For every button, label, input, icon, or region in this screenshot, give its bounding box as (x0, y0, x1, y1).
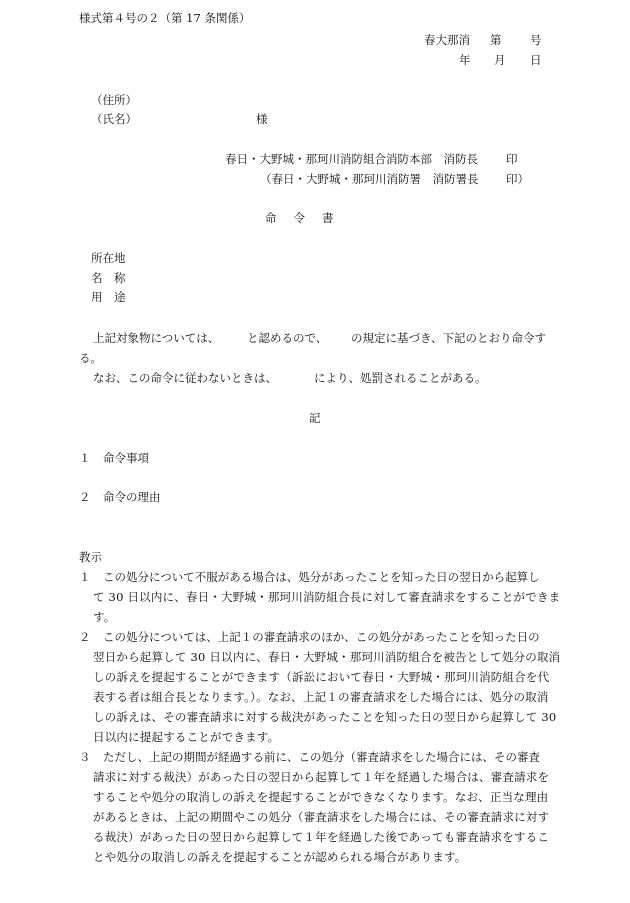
target-location-label: 所在地 (91, 251, 126, 265)
form-id: 様式第４号の２（第 17 条関係） (79, 11, 251, 25)
kyoji-line: しの訴えを提起することができます（訴訟において春日・大野城・那珂川消防組合を代 (93, 670, 550, 684)
target-name-label: 名 称 (91, 271, 126, 285)
kyoji-line: ただし、上記の期間が経過する前に、この処分（審査請求をした場合には、その審査 (103, 750, 540, 764)
body-p1-c: の規定に基づき、下記のとおり命令す (351, 331, 547, 345)
kyoji-line: 請求に対する裁決）があった日の翌日から起算して１年を経過した場合は、審査請求を (93, 770, 550, 784)
item-number: １ (79, 451, 91, 465)
ki-heading: 記 (309, 411, 321, 425)
body-p1-b: と認めるので、 (247, 331, 328, 345)
kyoji-line: す。 (93, 610, 116, 624)
body-p1-d: る。 (79, 351, 102, 365)
body-p2-b: により、処罰されることがある。 (314, 371, 487, 385)
address-label: （住所） (91, 93, 137, 107)
kyoji-line: とや処分の取消しの訴えを提起することが認められる場合があります。 (93, 850, 467, 864)
kyoji-number: ３ (79, 750, 91, 764)
kyoji-line: る裁決）があった日の翌日から起算して１年を経過した後であっても審査請求をするこ (93, 830, 550, 844)
doc-number-go: 号 (530, 33, 542, 47)
kyoji-heading: 教示 (79, 550, 102, 564)
body-p2-a: なお、この命令に従わないときは、 (93, 371, 277, 385)
kyoji-line: この処分について不服がある場合は、処分があったことを知った日の翌日から起算し (103, 570, 540, 584)
issuer-station-chief: （春日・大野城・那珂川消防署 消防署長 (260, 172, 479, 186)
kyoji-line: しの訴えは、その審査請求に対する裁決があったことを知った日の翌日から起算して 30 (93, 710, 557, 724)
target-use-label: 用 途 (91, 290, 126, 304)
kyoji-line: 翌日から起算して 30 日以内に、春日・大野城・那珂川消防組合を被告として処分の取消 (93, 650, 561, 664)
kyoji-line: 日以内に提起することができます。 (93, 730, 280, 744)
honorific: 様 (256, 112, 268, 126)
kyoji-number: ２ (79, 630, 91, 644)
kyoji-line: て 30 日以内に、春日・大野城・那珂川消防組合長に対して審査請求をすることができま (93, 590, 561, 604)
item-label: 命令事項 (103, 451, 149, 465)
kyoji-line: 表する者は組合長となります。）。なお、上記１の審査請求をした場合には、処分の取消 (93, 690, 549, 704)
document-title: 命令書 (265, 211, 351, 225)
kyoji-number: １ (79, 570, 91, 584)
doc-number-prefix: 春大那消 (424, 33, 470, 47)
date-day: 日 (530, 53, 542, 67)
doc-number-dai: 第 (490, 33, 502, 47)
kyoji-line: この処分については、上記１の審査請求のほか、この処分があったことを知った日の (103, 630, 540, 644)
seal-mark-paren: 印） (506, 172, 529, 186)
item-label: 命令の理由 (103, 490, 161, 504)
name-label: （氏名） (91, 112, 137, 126)
kyoji-line: することや処分の取消しの訴えを提起することができなくなります。なお、正当な理由 (93, 790, 549, 804)
date-month: 月 (494, 53, 506, 67)
date-year: 年 (459, 53, 471, 67)
issuer-chief: 春日・大野城・那珂川消防組合消防本部 消防長 (225, 152, 478, 166)
seal-mark: 印 (506, 152, 518, 166)
body-p1-a: 上記対象物については、 (93, 331, 220, 345)
item-number: ２ (79, 490, 91, 504)
kyoji-line: があるときは、上記の期間やこの処分（審査請求をした場合には、その審査請求に対す (93, 810, 550, 824)
